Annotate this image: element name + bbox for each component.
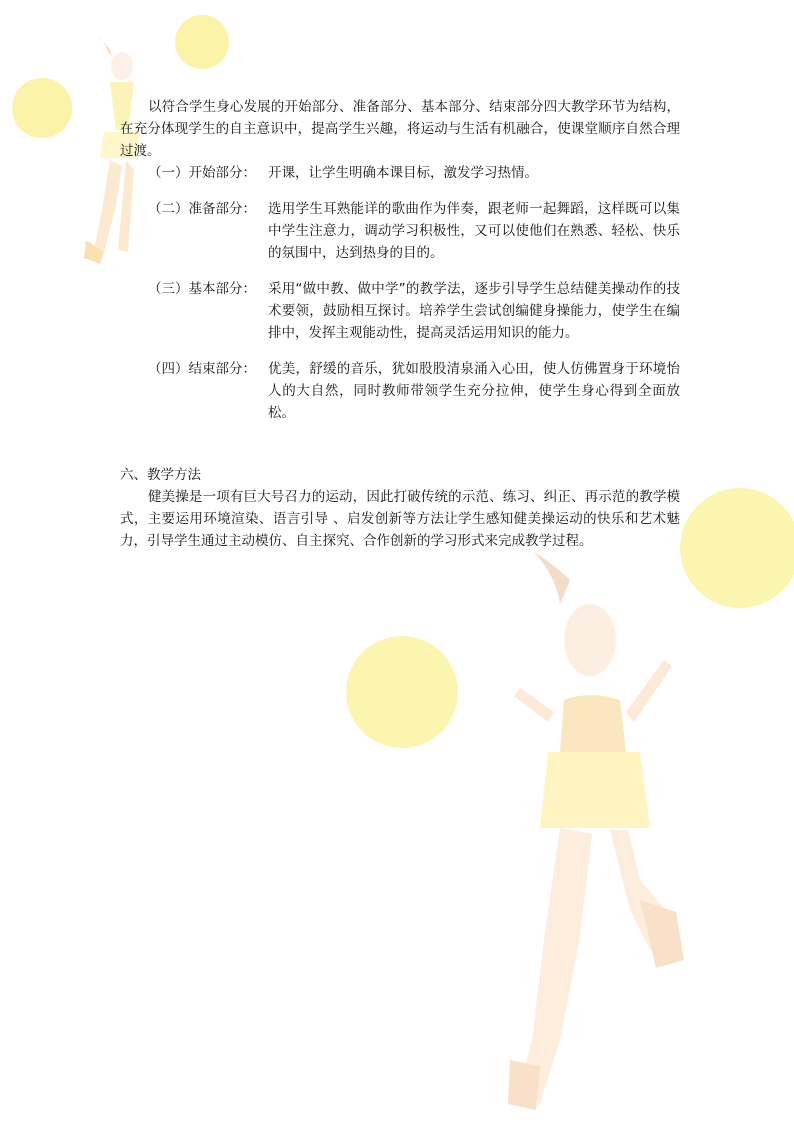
section-label: （一）开始部分： bbox=[148, 165, 256, 181]
section-text: 选用学生耳熟能详的歌曲作为伴奏，跟老师一起舞蹈，这样既可以集中学生注意力，调动学习积极性，又可以使他们在熟悉、轻松、快乐的氛围中，达到热身的目的。 bbox=[268, 201, 680, 261]
document-body bbox=[120, 96, 680, 552]
section-label: （四）结束部分： bbox=[148, 361, 256, 377]
section-label: （三）基本部分： bbox=[148, 281, 256, 297]
section-text: 开课，让学生明确本课目标，激发学习热情。 bbox=[268, 165, 538, 181]
section-opening bbox=[120, 162, 680, 184]
large-cheerleader-icon bbox=[508, 552, 684, 1110]
section-basic bbox=[120, 278, 680, 344]
teaching-method-paragraph: 健美操是一项有巨大号召力的运动，因此打破传统的示范、练习、纠正、再示范的教学模式，主要运用环境渲染、语言引导 、启发创新等方法让学生感知健美操运动的快乐和艺术魅力，引导学生通过主动模仿、自主探究、合作创新的学习形式来完成教学过程。 bbox=[120, 489, 680, 549]
section-text: 采用“做中教、做中学”的教学法，逐步引导学生总结健美操动作的技术要领，鼓励相互探讨。培养学生尝试创编健身操能力，使学生在编排中，发挥主观能动性，提高灵活运用知识的能力。 bbox=[268, 281, 680, 341]
pom-pom-top-left-icon bbox=[12, 78, 72, 138]
pom-pom-top-center-icon bbox=[175, 15, 229, 69]
section-text: 优美，舒缓的音乐，犹如股股清泉涌入心田，使人仿佛置身于环境怡人的大自然，同时教师带领学生充分拉伸，使学生身心得到全面放松。 bbox=[268, 361, 680, 421]
pom-pom-center-icon bbox=[346, 636, 458, 748]
teaching-method-heading: 六、教学方法 bbox=[120, 467, 201, 483]
intro-paragraph: 以符合学生身心发展的开始部分、准备部分、基本部分、结束部分四大教学环节为结构，在充分体现学生的自主意识中，提高学生兴趣，将运动与生活有机融合，使课堂顺序自然合理过渡。 bbox=[120, 99, 680, 159]
section-preparation bbox=[120, 198, 680, 264]
section-ending bbox=[120, 358, 680, 424]
section-label: （二）准备部分： bbox=[148, 201, 256, 217]
pom-pom-right-icon bbox=[680, 488, 794, 608]
